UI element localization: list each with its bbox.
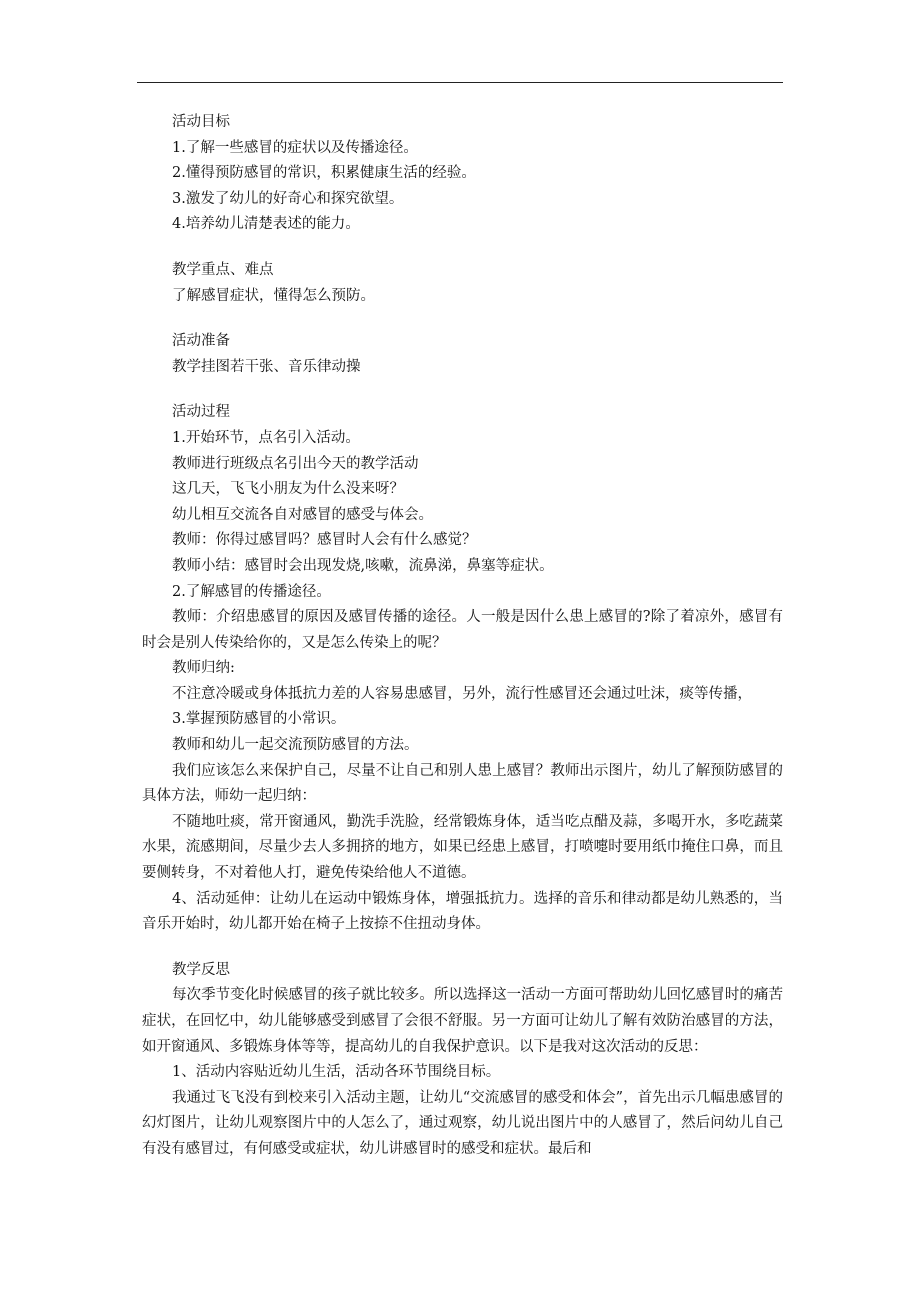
paragraph: 教师：介绍患感冒的原因及感冒传播的途径。人一般是因什么患上感冒的?除了着凉外，感冒有时会是别人传染给你的，又是怎么传染上的呢？ xyxy=(142,609,783,651)
paragraph: 4.培养幼儿清楚表述的能力。 xyxy=(172,216,360,233)
section-heading: 教学反思 xyxy=(172,961,230,978)
paragraph: 不注意冷暖或身体抵抗力差的人容易患感冒，另外，流行性感冒还会通过吐沫，痰等传播， xyxy=(172,685,752,702)
paragraph: 1、活动内容贴近幼儿生活，活动各环节围绕目标。 xyxy=(172,1064,501,1081)
paragraph: 3.掌握预防感冒的小常识。 xyxy=(172,711,346,728)
document-body xyxy=(142,110,783,1163)
section-gap xyxy=(142,380,783,400)
section-gap xyxy=(142,938,783,958)
section-heading: 活动目标 xyxy=(172,114,230,130)
paragraph: 教学挂图若干张、音乐律动操 xyxy=(172,358,361,375)
section-gap xyxy=(142,309,783,329)
section-preparation xyxy=(142,329,783,380)
paragraph: 教师归纳: xyxy=(172,660,235,677)
paragraph: 每次季节变化时候感冒的孩子就比较多。所以选择这一活动一方面可帮助幼儿回忆感冒时的痛苦症状，在回忆中，幼儿能够感受到感冒了会很不舒服。另一方面可让幼儿了解有效防治感冒的方法，如开窗通风、多锻炼身体等等，提高幼儿的自我保护意识。以下是我对这次活动的反思： xyxy=(142,987,783,1055)
paragraph: 2.了解感冒的传播途径。 xyxy=(172,583,331,600)
paragraph: 2.懂得预防感冒的常识，积累健康生活的经验。 xyxy=(172,165,476,182)
paragraph: 我们应该怎么来保护自己，尽量不让自己和别人患上感冒？教师出示图片，幼儿了解预防感冒的具体方法，师幼一起归纳： xyxy=(142,762,783,805)
paragraph: 1.了解一些感冒的症状以及传播途径。 xyxy=(172,139,418,156)
paragraph: 幼儿相互交流各自对感冒的感受与体会。 xyxy=(172,506,433,523)
section-gap xyxy=(142,238,783,258)
section-heading: 活动准备 xyxy=(172,333,230,350)
section-reflection xyxy=(142,958,783,1163)
paragraph: 3.激发了幼儿的好奇心和探究欲望。 xyxy=(172,190,404,207)
paragraph: 这几天，飞飞小朋友为什么没来呀？ xyxy=(172,481,404,498)
paragraph: 我通过飞飞没有到校来引入活动主题，让幼儿“交流感冒的感受和体会”，首先出示几幅患感冒的幻灯图片，让幼儿观察图片中的人怎么了，通过观察，幼儿说出图片中的人感冒了，然后问幼儿自己有没有感冒过，有何感受或症状，幼儿讲感冒时的感受和症状。最后和 xyxy=(142,1089,783,1157)
paragraph: 不随地吐痰，常开窗通风，勤洗手洗脸，经常锻炼身体，适当吃点醋及蒜，多喝开水，多吃蔬菜水果，流感期间，尽量少去人多拥挤的地方，如果已经患上感冒，打喷嚏时要用纸巾掩住口鼻，而且要侧转身，不对着他人打，避免传染给他人不道德。 xyxy=(142,813,783,882)
section-heading: 活动过程 xyxy=(172,404,230,421)
header-rule xyxy=(137,82,783,83)
paragraph: 教师和幼儿一起交流预防感冒的方法。 xyxy=(172,737,419,754)
paragraph: 教师：你得过感冒吗？感冒时人会有什么感觉？ xyxy=(172,532,477,549)
paragraph: 1.开始环节，点名引入活动。 xyxy=(172,429,360,446)
section-process xyxy=(142,400,783,937)
paragraph: 了解感冒症状，懂得怎么预防。 xyxy=(172,287,375,304)
section-key-points xyxy=(142,258,783,309)
paragraph: 教师进行班级点名引出今天的教学活动 xyxy=(172,455,419,472)
section-heading: 教学重点、难点 xyxy=(172,261,274,278)
section-activity-goals xyxy=(142,110,783,238)
paragraph: 4、活动延伸：让幼儿在运动中锻炼身体，增强抵抗力。选择的音乐和律动都是幼儿熟悉的，当音乐开始时，幼儿都开始在椅子上按捺不住扭动身体。 xyxy=(142,890,783,933)
paragraph: 教师小结：感冒时会出现发烧,咳嗽，流鼻涕，鼻塞等症状。 xyxy=(172,557,554,574)
